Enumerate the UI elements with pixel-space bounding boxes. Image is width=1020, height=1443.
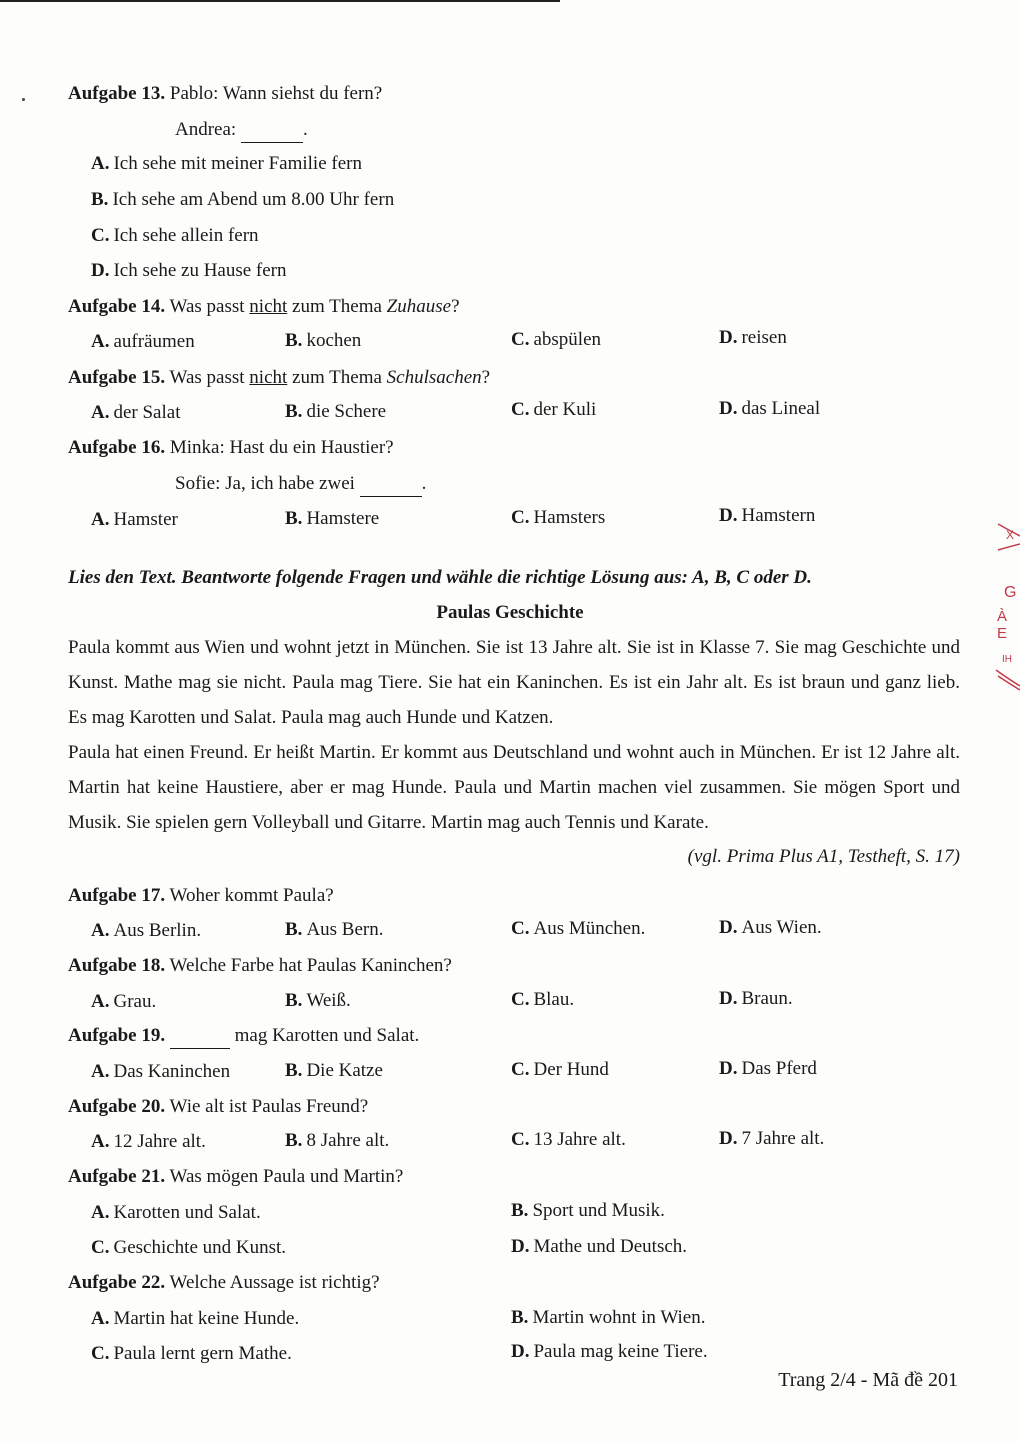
question-number: Aufgabe 17. (68, 885, 166, 906)
reading-paragraph-2: Paula hat einen Freund. Er heißt Martin. Er kommt aus Deutschland und wohnt auch in München. Er ist 12 Jahre alt. Martin hat keine Haustiere, aber er mag Hunde. Paula und Martin machen viel zusammen. Sie mögen Sport und Musik. Sie spielen gern Volleyball und Gitarre. Martin mag auch Tennis und Karate. (68, 742, 960, 833)
question-prompt: Woher kommt Paula? (169, 885, 334, 906)
option-18-b[interactable]: B. Weiß. (285, 990, 351, 1011)
page-footer: Trang 2/4 - Mã đề 201 (778, 1369, 958, 1391)
option-22-b[interactable]: B. Martin wohnt in Wien. (511, 1307, 706, 1328)
question-number: Aufgabe 22. (68, 1272, 166, 1293)
question-prompt: mag Karotten und Salat. (234, 1025, 420, 1046)
option-19-d[interactable]: D. Das Pferd (719, 1058, 817, 1079)
option-20-b[interactable]: B. 8 Jahre alt. (285, 1130, 390, 1151)
question-number: Aufgabe 18. (68, 955, 166, 976)
question-18 (68, 954, 452, 978)
underlined-word: nicht (249, 367, 288, 388)
question-19 (68, 1024, 419, 1049)
option-16-b[interactable]: B. Hamstere (285, 508, 380, 529)
option-20-c[interactable]: C. 13 Jahre alt. (511, 1129, 626, 1150)
option-13-b[interactable]: B. Ich sehe am Abend um 8.00 Uhr fern (91, 189, 395, 210)
stamp-char: IH (1002, 654, 1012, 665)
question-number: Aufgabe 14. (68, 296, 166, 317)
option-15-b[interactable]: B. die Schere (285, 401, 387, 422)
option-14-a[interactable]: A. aufräumen (91, 331, 195, 352)
question-16-answer-line (175, 472, 426, 497)
question-13-answer-line (175, 118, 308, 143)
option-16-d[interactable]: D. Hamstern (719, 505, 816, 526)
reading-title: Paulas Geschichte (436, 602, 584, 623)
stamp-char: À E (997, 608, 1008, 642)
question-prompt: Pablo: Wann siehst du fern? (169, 83, 383, 104)
blank (170, 1024, 230, 1049)
reading-instruction: Lies den Text. Beantworte folgende Fragen und wähle die richtige Lösung aus: A, B, C oder D. (68, 567, 812, 588)
question-22 (68, 1271, 380, 1295)
topic-word: Schulsachen (386, 367, 482, 388)
question-prompt: Welche Aussage ist richtig? (169, 1272, 380, 1293)
question-20 (68, 1095, 368, 1119)
question-number: Aufgabe 19. (68, 1025, 166, 1046)
question-13 (68, 82, 382, 106)
option-13-a[interactable]: A. Ich sehe mit meiner Familie fern (91, 153, 362, 174)
option-19-a[interactable]: A. Das Kaninchen (91, 1061, 231, 1082)
option-22-c[interactable]: C. Paula lernt gern Mathe. (91, 1343, 292, 1364)
option-14-d[interactable]: D. reisen (719, 327, 787, 348)
scan-speck (22, 98, 25, 101)
option-22-a[interactable]: A. Martin hat keine Hunde. (91, 1308, 300, 1329)
option-17-d[interactable]: D. Aus Wien. (719, 917, 822, 938)
question-number: Aufgabe 21. (68, 1166, 166, 1187)
option-19-b[interactable]: B. Die Katze (285, 1060, 383, 1081)
option-21-c[interactable]: C. Geschichte und Kunst. (91, 1237, 287, 1258)
question-14: Aufgabe 14. Was passt nicht zum Thema Zuhause? (68, 296, 460, 317)
question-prompt: Wie alt ist Paulas Freund? (169, 1096, 369, 1117)
underlined-word: nicht (249, 296, 288, 317)
option-17-a[interactable]: A. Aus Berlin. (91, 920, 202, 941)
reading-paragraph-1: Paula kommt aus Wien und wohnt jetzt in München. Sie ist 13 Jahre alt. Sie ist in Klasse 7. Sie mag Geschichte und Kunst. Mathe mag sie nicht. Paula mag Tiere. Sie hat ein Kaninchen. Es ist ein Jahr alt. Es ist braun und ganz lieb. Es mag Karotten und Salat. Paula mag auch Hunde und Katzen. (68, 637, 960, 728)
option-15-c[interactable]: C. der Kuli (511, 399, 597, 420)
option-17-c[interactable]: C. Aus München. (511, 918, 646, 939)
stamp-seal (994, 520, 1020, 700)
option-13-c[interactable]: C. Ich sehe allein fern (91, 225, 259, 246)
question-number: Aufgabe 20. (68, 1096, 166, 1117)
question-21 (68, 1165, 403, 1189)
topic-word: Zuhause (386, 296, 452, 317)
question-17 (68, 884, 334, 908)
question-number: Aufgabe 13. (68, 83, 166, 104)
question-number: Aufgabe 15. (68, 367, 166, 388)
question-prompt: Welche Farbe hat Paulas Kaninchen? (169, 955, 452, 976)
blank (241, 118, 303, 143)
option-14-c[interactable]: C. abspülen (511, 329, 602, 350)
option-20-a[interactable]: A. 12 Jahre alt. (91, 1131, 206, 1152)
option-17-b[interactable]: B. Aus Bern. (285, 919, 384, 940)
option-16-c[interactable]: C. Hamsters (511, 507, 606, 528)
answer-suffix: . (421, 473, 427, 494)
stamp-char: G (1004, 584, 1017, 601)
answer-prefix: Sofie: Ja, ich habe zwei (175, 473, 360, 494)
reading-source: (vgl. Prima Plus A1, Testheft, S. 17) (687, 846, 960, 867)
option-16-a[interactable]: A. Hamster (91, 509, 178, 530)
option-18-d[interactable]: D. Braun. (719, 988, 793, 1009)
answer-prefix: Andrea: (175, 119, 241, 140)
option-18-c[interactable]: C. Blau. (511, 989, 575, 1010)
option-20-d[interactable]: D. 7 Jahre alt. (719, 1128, 825, 1149)
blank (360, 472, 422, 497)
top-rule (0, 0, 560, 2)
option-15-a[interactable]: A. der Salat (91, 402, 181, 423)
option-21-b[interactable]: B. Sport und Musik. (511, 1200, 665, 1221)
question-prompt: Minka: Hast du ein Haustier? (169, 437, 394, 458)
option-18-a[interactable]: A. Grau. (91, 991, 157, 1012)
stamp-char: X (1006, 528, 1015, 542)
option-13-d[interactable]: D. Ich sehe zu Hause fern (91, 260, 287, 281)
question-16 (68, 436, 394, 460)
option-15-d[interactable]: D. das Lineal (719, 398, 821, 419)
option-22-d[interactable]: D. Paula mag keine Tiere. (511, 1341, 708, 1362)
option-14-b[interactable]: B. kochen (285, 330, 362, 351)
option-21-d[interactable]: D. Mathe und Deutsch. (511, 1236, 688, 1257)
answer-suffix: . (302, 119, 308, 140)
option-19-c[interactable]: C. Der Hund (511, 1059, 609, 1080)
question-number: Aufgabe 16. (68, 437, 166, 458)
question-15: Aufgabe 15. Was passt nicht zum Thema Schulsachen? (68, 367, 491, 388)
question-prompt: Was mögen Paula und Martin? (169, 1166, 404, 1187)
option-21-a[interactable]: A. Karotten und Salat. (91, 1202, 261, 1223)
